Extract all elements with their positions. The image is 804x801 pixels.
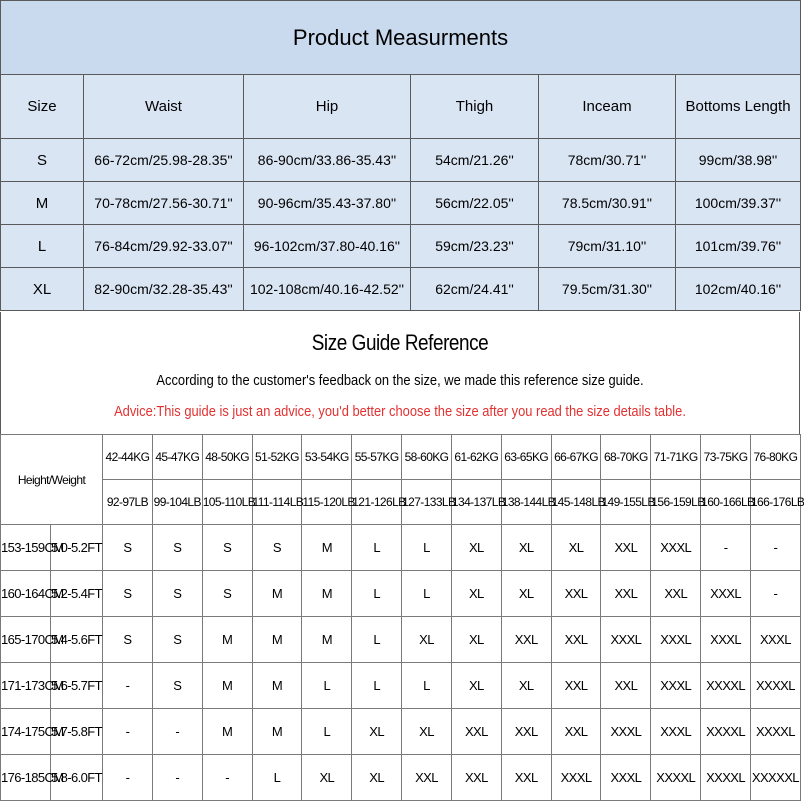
weight-lb-cell: 92-97LB <box>103 480 153 525</box>
recommended-size-cell: L <box>302 709 352 755</box>
weight-lb-cell: 149-155LB <box>601 480 651 525</box>
measurement-row <box>1 182 801 225</box>
recommended-size-cell: XXL <box>501 755 551 801</box>
measurement-cell: 100cm/39.37'' <box>676 182 801 225</box>
measurement-cell: 79cm/31.10'' <box>539 225 676 268</box>
header-inceam: Inceam <box>539 75 676 139</box>
recommended-size-cell: M <box>252 617 302 663</box>
height-cm-cell: 165-170CM <box>1 617 51 663</box>
weight-kg-cell: 48-50KG <box>202 435 252 480</box>
recommended-size-cell: - <box>103 663 153 709</box>
recommended-size-cell: M <box>302 571 352 617</box>
weight-kg-cell: 58-60KG <box>402 435 452 480</box>
weight-kg-cell: 73-75KG <box>701 435 751 480</box>
size-guide-table <box>0 434 804 801</box>
recommended-size-cell: S <box>152 571 202 617</box>
recommended-size-cell: S <box>152 663 202 709</box>
weight-kg-cell: 68-70KG <box>601 435 651 480</box>
weight-kg-cell: 76-80KG <box>750 435 800 480</box>
recommended-size-cell: XL <box>402 709 452 755</box>
measurement-cell: 56cm/22.05'' <box>411 182 539 225</box>
measurement-row <box>1 225 801 268</box>
height-row <box>1 525 801 571</box>
recommended-size-cell: S <box>202 525 252 571</box>
recommended-size-cell: XL <box>302 755 352 801</box>
measurement-cell: 76-84cm/29.92-33.07'' <box>84 225 244 268</box>
size-cell: XL <box>1 268 84 311</box>
measurement-row <box>1 139 801 182</box>
recommended-size-cell: L <box>402 663 452 709</box>
weight-lb-cell: 111-114LB <box>252 480 302 525</box>
recommended-size-cell: XXXXL <box>701 755 751 801</box>
recommended-size-cell: XXXXL <box>701 709 751 755</box>
weight-kg-cell: 42-44KG <box>103 435 153 480</box>
recommended-size-cell: M <box>252 663 302 709</box>
recommended-size-cell: S <box>152 617 202 663</box>
recommended-size-cell: - <box>103 755 153 801</box>
height-ft-cell: 5.4-5.6FT <box>51 617 103 663</box>
recommended-size-cell: XXL <box>402 755 452 801</box>
recommended-size-cell: M <box>202 663 252 709</box>
recommended-size-cell: XXXXL <box>750 663 800 709</box>
height-row <box>1 755 801 801</box>
measurement-cell: 90-96cm/35.43-37.80'' <box>244 182 411 225</box>
measurement-cell: 78cm/30.71'' <box>539 139 676 182</box>
measurement-table <box>0 0 801 311</box>
weight-lb-cell: 99-104LB <box>152 480 202 525</box>
measurement-cell: 102cm/40.16'' <box>676 268 801 311</box>
header-thigh: Thigh <box>411 75 539 139</box>
recommended-size-cell: XXXL <box>651 709 701 755</box>
weight-lb-row <box>1 480 801 525</box>
measurement-cell: 102-108cm/40.16-42.52'' <box>244 268 411 311</box>
recommended-size-cell: S <box>252 525 302 571</box>
size-cell: S <box>1 139 84 182</box>
recommended-size-cell: S <box>202 571 252 617</box>
recommended-size-cell: XXL <box>601 663 651 709</box>
recommended-size-cell: S <box>152 525 202 571</box>
height-ft-cell: 5.6-5.7FT <box>51 663 103 709</box>
recommended-size-cell: XXL <box>501 617 551 663</box>
recommended-size-cell: S <box>103 525 153 571</box>
recommended-size-cell: XXXXL <box>651 755 701 801</box>
recommended-size-cell: L <box>352 525 402 571</box>
measurement-cell: 86-90cm/33.86-35.43'' <box>244 139 411 182</box>
reference-advice: Advice:This guide is just an advice, you'd better choose the size after you read the size details table. <box>114 403 686 420</box>
height-cm-cell: 153-159CM <box>1 525 51 571</box>
weight-lb-cell: 127-133LB <box>402 480 452 525</box>
weight-kg-cell: 51-52KG <box>252 435 302 480</box>
height-ft-cell: 5.2-5.4FT <box>51 571 103 617</box>
recommended-size-cell: XXXL <box>601 709 651 755</box>
recommended-size-cell: M <box>252 571 302 617</box>
measurement-cell: 82-90cm/32.28-35.43'' <box>84 268 244 311</box>
measurement-cell: 99cm/38.98'' <box>676 139 801 182</box>
recommended-size-cell: M <box>202 709 252 755</box>
recommended-size-cell: XXXL <box>701 617 751 663</box>
recommended-size-cell: L <box>352 571 402 617</box>
recommended-size-cell: XXL <box>551 663 601 709</box>
recommended-size-cell: XL <box>501 571 551 617</box>
recommended-size-cell: XXXL <box>551 755 601 801</box>
recommended-size-cell: - <box>750 571 800 617</box>
height-ft-cell: 5.7-5.8FT <box>51 709 103 755</box>
height-row <box>1 617 801 663</box>
weight-lb-cell: 156-159LB <box>651 480 701 525</box>
recommended-size-cell: XXL <box>651 571 701 617</box>
weight-lb-cell: 105-110LB <box>202 480 252 525</box>
recommended-size-cell: M <box>302 525 352 571</box>
weight-lb-cell: 134-137LB <box>451 480 501 525</box>
recommended-size-cell: XXXL <box>651 617 701 663</box>
recommended-size-cell: XL <box>402 617 452 663</box>
recommended-size-cell: XXXL <box>601 755 651 801</box>
weight-lb-cell: 166-176LB <box>750 480 800 525</box>
measurement-cell: 78.5cm/30.91'' <box>539 182 676 225</box>
size-cell: M <box>1 182 84 225</box>
weight-kg-cell: 66-67KG <box>551 435 601 480</box>
recommended-size-cell: XL <box>551 525 601 571</box>
recommended-size-cell: XL <box>501 663 551 709</box>
recommended-size-cell: XXXL <box>601 617 651 663</box>
recommended-size-cell: - <box>152 709 202 755</box>
recommended-size-cell: XL <box>501 525 551 571</box>
recommended-size-cell: XXL <box>601 525 651 571</box>
measurement-cell: 66-72cm/25.98-28.35'' <box>84 139 244 182</box>
recommended-size-cell: L <box>402 571 452 617</box>
height-row <box>1 709 801 755</box>
height-row <box>1 663 801 709</box>
recommended-size-cell: - <box>701 525 751 571</box>
recommended-size-cell: XXL <box>451 755 501 801</box>
recommended-size-cell: XL <box>352 755 402 801</box>
recommended-size-cell: M <box>202 617 252 663</box>
recommended-size-cell: XL <box>451 617 501 663</box>
recommended-size-cell: XXXL <box>651 525 701 571</box>
recommended-size-cell: - <box>750 525 800 571</box>
recommended-size-cell: - <box>202 755 252 801</box>
weight-lb-cell: 160-166LB <box>701 480 751 525</box>
recommended-size-cell: XL <box>451 525 501 571</box>
recommended-size-cell: XXXXXL <box>750 755 800 801</box>
weight-lb-cell: 138-144LB <box>501 480 551 525</box>
recommended-size-cell: XXXL <box>651 663 701 709</box>
recommended-size-cell: XXXL <box>701 571 751 617</box>
recommended-size-cell: XL <box>352 709 402 755</box>
recommended-size-cell: XXXXL <box>750 709 800 755</box>
measurement-cell: 96-102cm/37.80-40.16'' <box>244 225 411 268</box>
measurement-cell: 62cm/24.41'' <box>411 268 539 311</box>
recommended-size-cell: XXL <box>551 571 601 617</box>
recommended-size-cell: XXXL <box>750 617 800 663</box>
recommended-size-cell: M <box>302 617 352 663</box>
measurement-header-row <box>1 75 801 139</box>
recommended-size-cell: L <box>402 525 452 571</box>
header-waist: Waist <box>84 75 244 139</box>
recommended-size-cell: - <box>103 709 153 755</box>
recommended-size-cell: M <box>252 709 302 755</box>
recommended-size-cell: L <box>352 617 402 663</box>
recommended-size-cell: L <box>252 755 302 801</box>
size-cell: L <box>1 225 84 268</box>
measurement-title: Product Measurments <box>1 1 801 75</box>
weight-kg-cell: 63-65KG <box>501 435 551 480</box>
recommended-size-cell: S <box>103 571 153 617</box>
recommended-size-cell: XXL <box>551 709 601 755</box>
height-cm-cell: 176-185CM <box>1 755 51 801</box>
recommended-size-cell: XL <box>451 571 501 617</box>
weight-kg-cell: 45-47KG <box>152 435 202 480</box>
header-size: Size <box>1 75 84 139</box>
weight-kg-cell: 53-54KG <box>302 435 352 480</box>
measurement-row <box>1 268 801 311</box>
weight-lb-cell: 115-120LB <box>302 480 352 525</box>
weight-lb-cell: 121-126LB <box>352 480 402 525</box>
height-row <box>1 571 801 617</box>
header-hip: Hip <box>244 75 411 139</box>
recommended-size-cell: XXL <box>501 709 551 755</box>
measurement-cell: 101cm/39.76'' <box>676 225 801 268</box>
height-ft-cell: 5.8-6.0FT <box>51 755 103 801</box>
recommended-size-cell: XXXXL <box>701 663 751 709</box>
reference-note: According to the customer's feedback on the size, we made this reference size guide. <box>156 372 644 389</box>
height-cm-cell: 160-164CM <box>1 571 51 617</box>
recommended-size-cell: XXL <box>551 617 601 663</box>
reference-title: Size Guide Reference <box>311 330 489 355</box>
recommended-size-cell: L <box>302 663 352 709</box>
weight-kg-cell: 61-62KG <box>451 435 501 480</box>
measurement-cell: 70-78cm/27.56-30.71'' <box>84 182 244 225</box>
measurement-cell: 54cm/21.26'' <box>411 139 539 182</box>
header-bottoms-length: Bottoms Length <box>676 75 801 139</box>
height-weight-label: Height/Weight <box>1 435 103 525</box>
weight-kg-cell: 71-71KG <box>651 435 701 480</box>
recommended-size-cell: S <box>103 617 153 663</box>
size-guide-reference <box>0 312 800 434</box>
recommended-size-cell: XXL <box>601 571 651 617</box>
height-ft-cell: 5.0-5.2FT <box>51 525 103 571</box>
recommended-size-cell: XL <box>451 663 501 709</box>
weight-lb-cell: 145-148LB <box>551 480 601 525</box>
recommended-size-cell: XXL <box>451 709 501 755</box>
weight-kg-cell: 55-57KG <box>352 435 402 480</box>
height-cm-cell: 171-173CM <box>1 663 51 709</box>
recommended-size-cell: L <box>352 663 402 709</box>
weight-kg-row <box>1 435 801 480</box>
height-cm-cell: 174-175CM <box>1 709 51 755</box>
measurement-cell: 59cm/23.23'' <box>411 225 539 268</box>
measurement-cell: 79.5cm/31.30'' <box>539 268 676 311</box>
recommended-size-cell: - <box>152 755 202 801</box>
